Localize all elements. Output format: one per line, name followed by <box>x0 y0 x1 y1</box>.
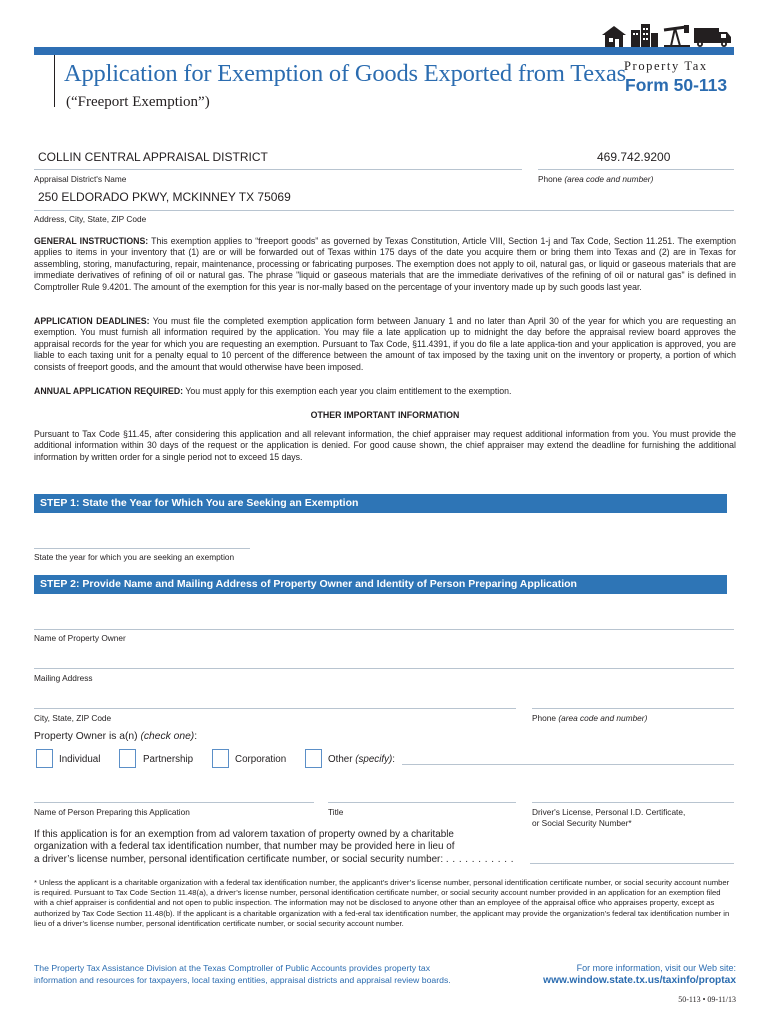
footer-right-line1: For more information, visit our Web site: <box>576 963 736 973</box>
oil-pump-icon <box>664 25 690 47</box>
other-label <box>328 754 395 765</box>
owner-type-prefix: Property Owner is a(n) <box>34 731 141 742</box>
other-label-hint: (specify) <box>355 754 393 765</box>
preparer-title-field[interactable] <box>328 802 516 803</box>
charitable-text <box>34 829 514 866</box>
year-label: State the year for which you are seeking an exemption <box>34 552 235 562</box>
annual-text: You must apply for this exemption each year you claim entitlement to the exemption. <box>183 386 512 396</box>
individual-label: Individual <box>59 754 101 765</box>
step2-header: STEP 2: Provide Name and Mailing Address of Property Owner and Identity of Person Preparing Application <box>34 575 727 594</box>
header-bar <box>34 47 734 55</box>
individual-checkbox[interactable] <box>36 749 53 768</box>
charitable-line-1: If this application is for an exemption from ad valorem taxation of property owned by a charitable <box>34 829 454 840</box>
corporation-checkbox[interactable] <box>212 749 229 768</box>
district-address-field[interactable] <box>34 210 734 211</box>
form-code: 50-113 • 09-11/13 <box>678 995 736 1004</box>
district-address-value: 250 ELDORADO PKWY, MCKINNEY TX 75069 <box>38 190 291 204</box>
district-address-label: Address, City, State, ZIP Code <box>34 214 147 224</box>
other-specify-field[interactable] <box>402 764 734 765</box>
deadlines-text: You must file the completed exemption application form between January 1 and no later than April 30 of the year for which you are requesting an exemption. You must furnish all information required by the application. You may file a late application up to midnight the day before the appraisal review board approves the appraisal records for the year for which you are requesting an exemption. Pursuant to Tax Code, §11.4391, if you do file a late applica-tion and your application is approved, you are liable to each taxing unit for a penalty equal to 10 percent of the difference between the amount of tax imposed by the taxing unit on the inventory or property, a portion of which consists of freeport goods, and the amount that would otherwise have been imposed. <box>34 316 736 372</box>
annual-heading: ANNUAL APPLICATION REQUIRED: <box>34 386 184 396</box>
corporation-label: Corporation <box>235 754 287 765</box>
other-info-text: Pursuant to Tax Code §11.45, after considering this application and all relevant information, the chief appraiser may request additional information from you. You must provide the additional information within 30 days of the request or the application is denied. For good cause shown, the chief appraiser may extend the deadline for furnishing the additional information by written order for a single period not to exceed 15 days. <box>34 429 736 462</box>
partnership-checkbox[interactable] <box>119 749 136 768</box>
header-divider <box>54 55 55 107</box>
mailing-address-field[interactable] <box>34 668 734 669</box>
phone-label-hint: (area code and number) <box>564 174 654 184</box>
owner-phone-label <box>532 713 647 723</box>
district-name-value: COLLIN CENTRAL APPRAISAL DISTRICT <box>38 150 268 164</box>
general-instructions-text: This exemption applies to “freeport goods” as governed by Texas Constitution, Article VIII, Section 1-j and Tax Code, Section 11.251. The exemption applies to items in your inventory that (1) are or will be forwarded out of Texas within 175 days of the date you acquire them or bring them into Texas and (2) are in Texas for assembling, storing, manufacturing, repair, maintenance, processing or fabricating purposes. The exemption does not apply to oil, natural gas, or liquid or gaseous materials that are immediate derivatives of refining of oil or natural gas. The phrase "liquid or gaseous materials that are the immediate derivatives of the refining of oil or natural gas" is defined in Comptroller Rule 9.4201. The amount of the exemption for this year is nor-mally based on the percentage of your inventory made up by such goods last year. <box>34 236 736 292</box>
charitable-line-3-text: a driver’s license number, personal identification certificate number, or social security number: <box>34 853 444 865</box>
header-icons <box>600 22 734 48</box>
license-label-line2: or Social Security Number* <box>532 818 632 828</box>
other-label-suffix: : <box>392 754 395 765</box>
city-state-zip-label: City, State, ZIP Code <box>34 713 112 723</box>
general-instructions-heading: GENERAL INSTRUCTIONS: <box>34 236 149 246</box>
city-state-zip-field[interactable] <box>34 708 516 709</box>
owner-phone-field[interactable] <box>532 708 734 709</box>
form-subtitle: (“Freeport Exemption”) <box>66 94 210 110</box>
deadlines-heading: APPLICATION DEADLINES: <box>34 316 150 326</box>
owner-type-hint: (check one) <box>140 731 195 742</box>
year-field[interactable] <box>34 548 250 549</box>
charitable-line-3 <box>34 854 514 866</box>
preparer-license-field[interactable] <box>532 802 734 803</box>
district-phone-field[interactable] <box>538 169 734 170</box>
other-info-heading: OTHER IMPORTANT INFORMATION <box>310 410 460 420</box>
buildings-icon <box>631 24 658 47</box>
annual-application <box>34 386 736 397</box>
step1-header: STEP 1: State the Year for Which You are Seeking an Exemption <box>34 494 727 513</box>
property-type-icons <box>600 22 734 48</box>
owner-phone-label-text: Phone <box>532 713 556 723</box>
footnote: * Unless the applicant is a charitable organization with a federal tax identification number, the applicant’s driver’s license number, personal identification certificate number, or social security account number is required. Pursuant to Tax Code Section 11.48(a), a driver’s license number, personal identification certificate number, or social security account number provided in an application for an exemption filed with a chief appraiser is confidential and not open to public inspection. The information may not be disclosed to anyone other than an employee of the appraisal office who appraises property, except as authorized by Tax Code Section 11.48(b). If the applicant is a charitable organization with a fed-eral tax identification number, the applicant may provide the organization’s federal tax identification number in lieu of a driver’s license number, personal identification certificate number, or social security account number. <box>34 878 730 928</box>
general-instructions <box>34 236 736 293</box>
footer-left-line1: The Property Tax Assistance Division at the Texas Comptroller of Public Accounts provides property tax <box>34 963 431 973</box>
footer-website-link[interactable]: www.window.state.tx.us/taxinfo/proptax <box>543 975 736 986</box>
footer-left-line2: information and resources for taxpayers, local taxing entities, appraisal districts and appraisal review boards. <box>34 975 451 985</box>
phone-label-text: Phone <box>538 174 562 184</box>
other-label-text: Other <box>328 754 356 765</box>
owner-name-field[interactable] <box>34 629 734 630</box>
other-checkbox[interactable] <box>305 749 322 768</box>
preparer-title-label: Title <box>328 807 344 817</box>
form-title: Application for Exemption of Goods Exported from Texas <box>64 60 626 87</box>
owner-type-suffix: : <box>194 731 198 742</box>
partnership-label: Partnership <box>143 754 194 765</box>
charitable-line-2: organization with a federal tax identification number, that number may be provided here in lieu of <box>34 841 455 853</box>
preparer-name-field[interactable] <box>34 802 314 803</box>
form-category: Property Tax <box>624 59 708 73</box>
district-phone-value: 469.742.9200 <box>597 150 671 164</box>
district-name-field[interactable] <box>34 169 522 170</box>
application-deadlines <box>34 316 736 373</box>
district-phone-label <box>538 174 653 184</box>
mailing-address-label: Mailing Address <box>34 673 93 683</box>
license-label-line1: Driver's License, Personal I.D. Certificate, <box>532 807 686 817</box>
owner-name-label: Name of Property Owner <box>34 633 126 643</box>
owner-phone-label-hint: (area code and number) <box>558 713 648 723</box>
house-icon <box>602 26 626 47</box>
truck-icon <box>694 28 731 47</box>
charitable-dots: . . . . . . . . . . . <box>445 853 514 865</box>
owner-type-prompt <box>34 731 197 742</box>
district-name-label: Appraisal District's Name <box>34 174 127 184</box>
preparer-name-label: Name of Person Preparing this Application <box>34 807 190 817</box>
form-number: Form 50-113 <box>625 75 728 95</box>
federal-tax-id-field[interactable] <box>530 863 734 864</box>
